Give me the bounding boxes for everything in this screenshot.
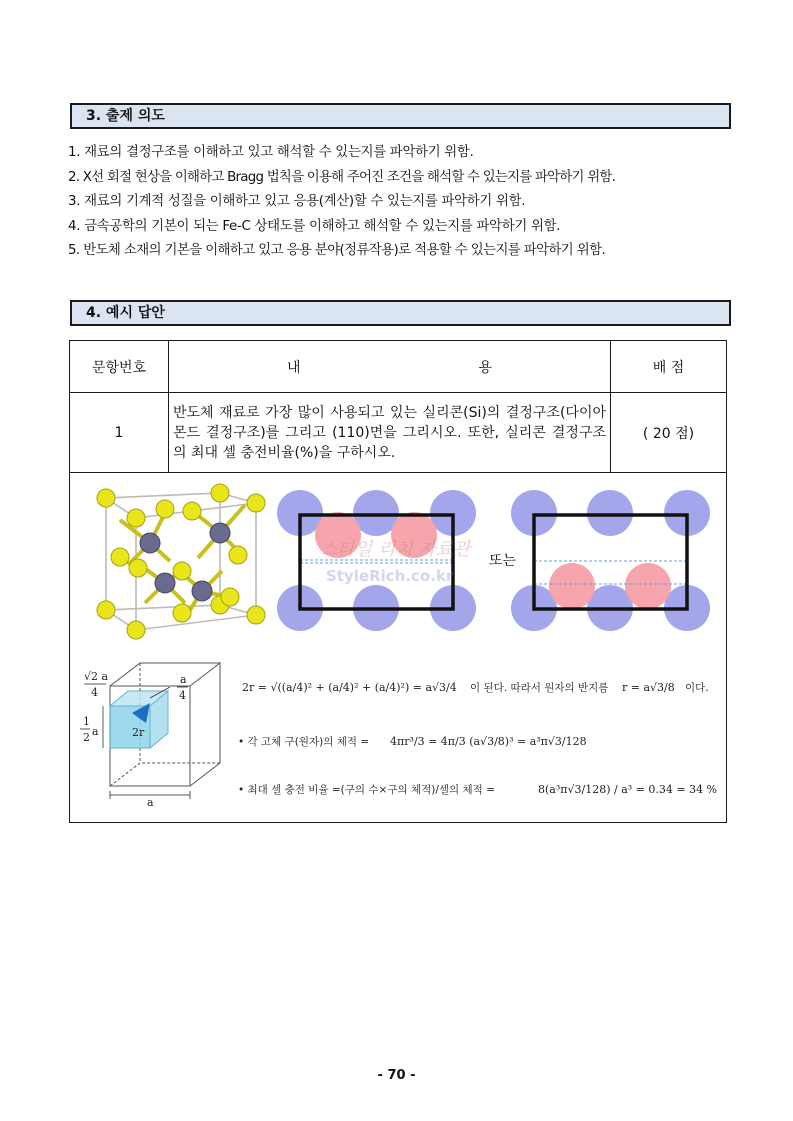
svg-text:스타일 리치 자료관: 스타일 리치 자료관 <box>320 539 471 560</box>
label-2r: 2r <box>132 726 145 739</box>
section-3-heading: 3. 출제 의도 <box>70 103 731 129</box>
list-item: 2. X선 회절 현상을 이해하고 Bragg 법칙을 이용해 주어진 조건을 해석할 수 있는지를 파악하기 위함. <box>68 169 616 185</box>
label-edge-a: a <box>147 796 154 809</box>
equation-radius: r = a√3/8 <box>622 681 675 694</box>
intent-list <box>68 141 738 264</box>
answer-figure <box>69 473 727 823</box>
table-row <box>70 393 727 473</box>
equation-suffix: 이다. <box>685 682 709 694</box>
list-item: 3. 재료의 기계적 성질을 이해하고 있고 응용(계산)할 수 있는지를 파악하기 위함. <box>68 194 526 209</box>
figure-svg <box>70 473 726 822</box>
equation-packing: 8(a³π√3/128) / a³ = 0.34 = 34 % <box>538 783 718 796</box>
label-half-num: 1 <box>83 715 90 728</box>
equation-2r: 2r = √((a/4)² + (a/4)² + (a/4)²) = a√3/4 <box>242 681 457 694</box>
header-content-left: 내 <box>287 359 301 376</box>
label-sqrt2a-den: 4 <box>91 686 98 699</box>
diamond-structure-figure <box>97 484 265 639</box>
list-item: 4. 금속공학의 기본이 되는 Fe-C 상태도를 이해하고 해석할 수 있는지를 파악하기 위함. <box>68 218 561 234</box>
label-half-a: a <box>92 725 99 738</box>
row-number: 1 <box>70 393 169 473</box>
svg-text:StyleRich.co.kr: StyleRich.co.kr <box>326 567 454 585</box>
plane-110-figure-b <box>511 490 710 631</box>
equation-2r-text: 이 된다. 따라서 원자의 반지름 <box>470 682 609 694</box>
label-a4-num: a <box>180 673 187 686</box>
row-score: ( 20 점) <box>611 393 727 473</box>
label-a4-den: 4 <box>179 689 186 702</box>
equation-volume-label: • 각 고체 구(원자)의 체적 = <box>238 736 370 748</box>
header-number: 문항번호 <box>70 341 169 393</box>
or-label: 또는 <box>489 553 517 569</box>
equation-block <box>238 681 717 796</box>
equation-volume: 4πr³/3 = 4π/3 (a√3/8)³ = a³π√3/128 <box>390 735 587 748</box>
section-4-heading: 4. 예시 답안 <box>70 300 731 326</box>
header-score: 배 점 <box>611 341 727 393</box>
plane-110-figure-a <box>277 490 476 631</box>
unit-cube-figure <box>80 663 220 809</box>
header-content-right: 용 <box>478 359 492 376</box>
watermark <box>320 539 473 585</box>
list-item: 1. 재료의 결정구조를 이해하고 있고 해석할 수 있는지를 파악하기 위함. <box>68 145 474 160</box>
answer-table <box>69 340 727 473</box>
row-question: 반도체 재료로 가장 많이 사용되고 있는 실리콘(Si)의 결정구조(다이아몬드 결정구조)를 그리고 (110)면을 그리시오. 또한, 실리콘 결정구조의 최대 셀 충전비율(%)을 구하시오. <box>169 393 611 473</box>
list-item: 5. 반도체 소재의 기본을 이해하고 있고 응용 분야(정류작용)로 적용할 수 있는지를 파악하기 위함. <box>68 243 606 258</box>
page-number: - 70 - <box>377 1068 416 1083</box>
equation-packing-label: • 최대 셀 충전 비율 =(구의 수×구의 체적)/셀의 체적 = <box>238 784 495 796</box>
label-sqrt2a: √2 a <box>84 670 109 683</box>
header-content <box>169 341 611 393</box>
table-header-row <box>70 341 727 393</box>
label-half-den: 2 <box>83 731 90 744</box>
